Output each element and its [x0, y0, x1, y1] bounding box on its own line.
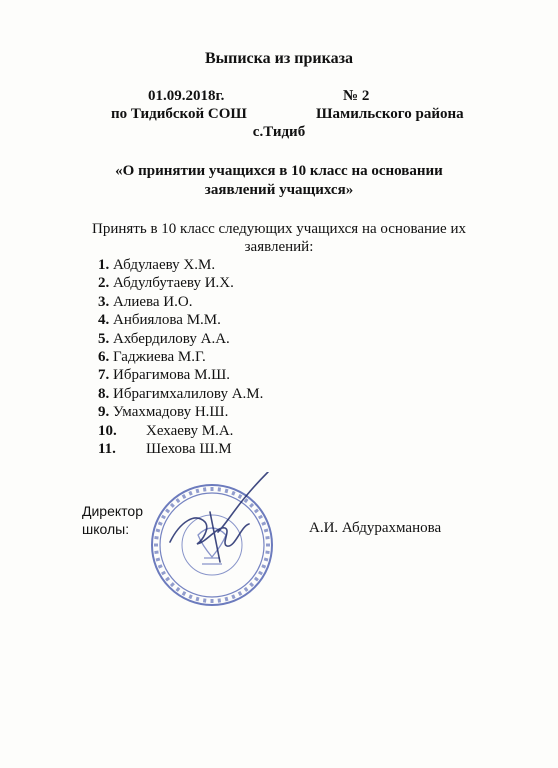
director-signature: [150, 472, 280, 592]
list-item: 2. Абдулбутаеву И.Х.: [98, 275, 234, 292]
list-item: 6. Гаджиева М.Г.: [98, 348, 206, 365]
order-number: № 2: [343, 88, 370, 104]
order-subject: [0, 162, 558, 200]
list-item: 10. Хехаеву М.А.: [98, 422, 234, 439]
student-list: [98, 256, 263, 458]
list-item: 7. Ибрагимова М.Ш.: [98, 367, 231, 384]
list-item: 9. Умахмадову Н.Ш.: [98, 404, 229, 421]
subject-line-2: заявлений учащихся»: [204, 182, 354, 198]
list-item: 5. Ахбердилову А.А.: [98, 330, 230, 347]
school-name: по Тидибской СОШ: [111, 106, 247, 122]
list-item: 4. Анбиялова М.М.: [98, 312, 221, 329]
intro-line-2: заявлений:: [244, 239, 314, 255]
village-name: с.Тидиб: [252, 124, 306, 140]
director-label: Директор школы:: [82, 503, 143, 537]
order-intro: [0, 220, 558, 256]
list-item: 3. Алиева И.О.: [98, 293, 193, 310]
list-item: 1. Абдулаеву Х.М.: [98, 257, 216, 273]
district-name: Шамильского района: [316, 106, 464, 122]
list-item: 8. Ибрагимхалилову А.М.: [98, 385, 264, 402]
list-item: 11. Шехова Ш.М: [98, 440, 232, 457]
subject-line-1: «О принятии учащихся в 10 класс на основании: [115, 163, 443, 179]
director-name: А.И. Абдурахманова: [309, 520, 442, 536]
document-title: Выписка из приказа: [204, 50, 354, 67]
intro-line-1: Принять в 10 класс следующих учащихся на основание их: [92, 221, 466, 237]
order-date: 01.09.2018г.: [148, 88, 225, 104]
